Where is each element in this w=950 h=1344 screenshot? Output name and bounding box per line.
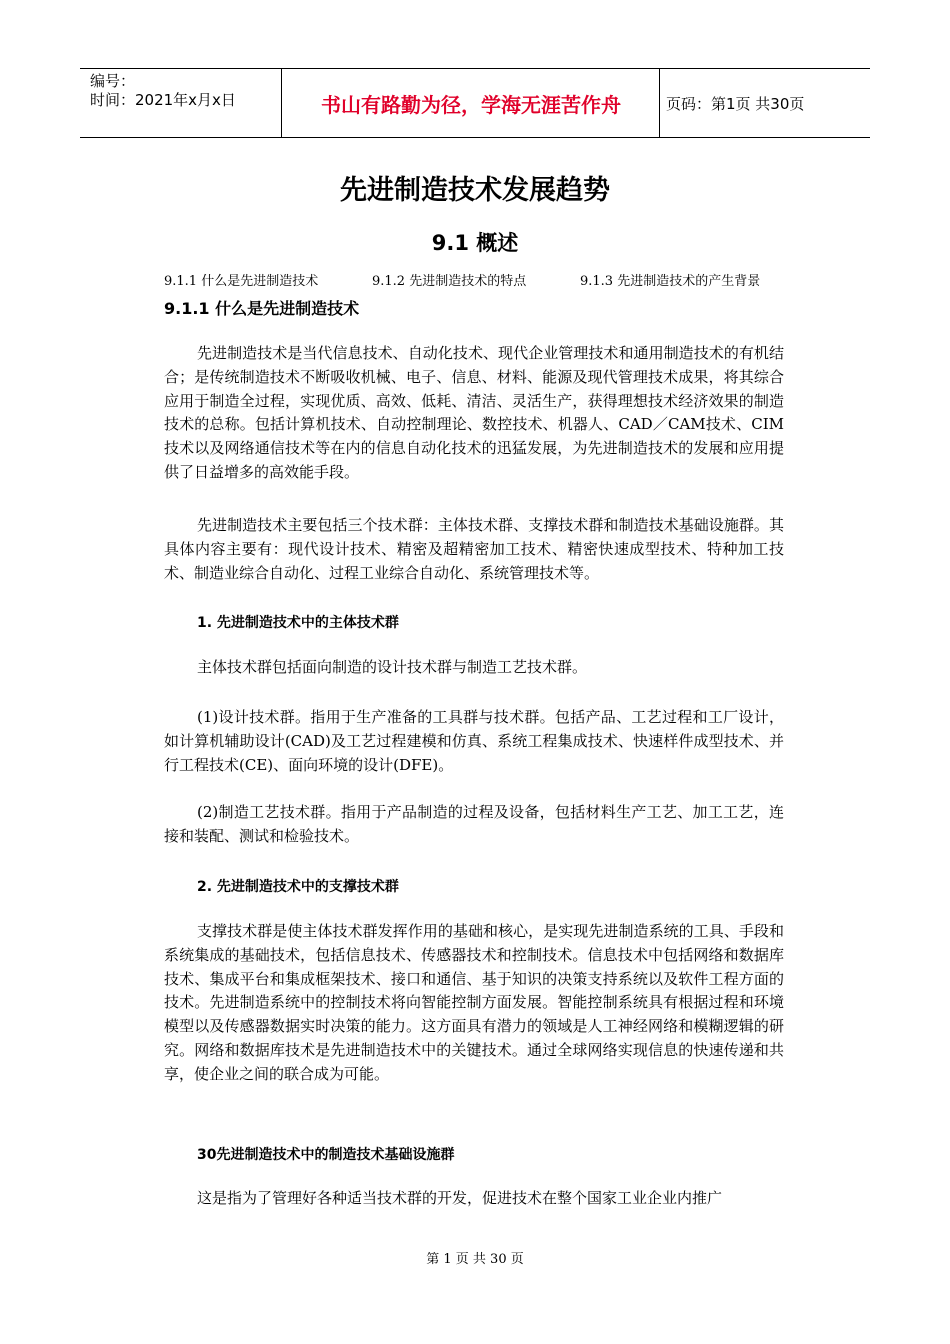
header-motto: 书山有路勤为径，学海无涯苦作舟: [321, 92, 621, 117]
paragraph: 先进制造技术是当代信息技术、自动化技术、现代企业管理技术和通用制造技术的有机结合；是传统制造技术不断吸收机械、电子、信息、材料、能源及现代管理技术成果，将其综合应用于制造全过程，实现优质、高效、低耗、清洁、灵活生产，获得理想技术经济效果的制造技术的总称。包括计算机技术、自动控制理论、数控技术、机器人、CAD／CAM技术、CIM技术以及网络通信技术等在内的信息自动化技术的迅猛发展，为先进制造技术的发展和应用提供了日益增多的高效能手段。: [164, 344, 784, 481]
toc-link-3[interactable]: 9.1.3 先进制造技术的产生背景: [580, 274, 761, 289]
paragraph: 支撑技术群是使主体技术群发挥作用的基础和核心，是实现先进制造系统的工具、手段和系统集成的基础技术，包括信息技术、传感器技术和控制技术。信息技术中包括网络和数据库技术、集成平台和集成框架技术、接口和通信、基于知识的决策支持系统以及软件工程方面的技术。先进制造系统中的控制技术将向智能控制方面发展。智能控制系统具有根据过程和环境模型以及传感器数据实时决策的能力。这方面具有潜力的领域是人工神经网络和模糊逻辑的研究。网络和数据库技术是先进制造技术中的关键技术。通过全球网络实现信息的快速传递和共享，使企业之间的联合成为可能。: [164, 922, 784, 1083]
subsection-heading: 1. 先进制造技术中的主体技术群: [197, 615, 399, 631]
paragraph: (2)制造工艺技术群。指用于产品制造的过程及设备，包括材料生产工艺、加工工艺，连接和装配、测试和检验技术。: [164, 803, 784, 845]
paragraph: 先进制造技术主要包括三个技术群：主体技术群、支撑技术群和制造技术基础设施群。其具体内容主要有：现代设计技术、精密及超精密加工技术、精密快速成型技术、特种加工技术、制造业综合自动化、过程工业综合自动化、系统管理技术等。: [164, 516, 784, 582]
toc-link-1[interactable]: 9.1.1 什么是先进制造技术: [164, 274, 319, 289]
chapter-subtitle: 9.1 概述: [431, 231, 519, 255]
header-left: [90, 72, 280, 110]
header-table: [80, 68, 870, 138]
document-title: 先进制造技术发展趋势: [340, 175, 610, 206]
section-heading: 9.1.1 什么是先进制造技术: [164, 299, 360, 318]
paragraph: 这是指为了管理好各种适当技术群的开发，促进技术在整个国家工业企业内推广: [197, 1189, 723, 1207]
subsection-heading: 2. 先进制造技术中的支撑技术群: [197, 879, 399, 895]
paragraph: 主体技术群包括面向制造的设计技术群与制造工艺技术群。: [197, 658, 588, 676]
date-line: 时间：2021年x月x日: [90, 91, 236, 109]
subsection-heading: 30先进制造技术中的制造技术基础设施群: [197, 1147, 455, 1163]
header-divider: [281, 69, 282, 137]
header-page-info: 页码：第1页 共30页: [666, 94, 805, 113]
page-footer: 第 1 页 共 30 页: [426, 1252, 524, 1267]
toc-link-2[interactable]: 9.1.2 先进制造技术的特点: [372, 274, 527, 289]
paragraph: (1)设计技术群。指用于生产准备的工具群与技术群。包括产品、工艺过程和工厂设计，如计算机辅助设计(CAD)及工艺过程建模和仿真、系统工程集成技术、快速样件成型技术、并行工程技术(CE)、面向环境的设计(DFE)。: [164, 708, 784, 774]
number-label: 编号：: [90, 72, 136, 90]
header-divider: [659, 69, 660, 137]
